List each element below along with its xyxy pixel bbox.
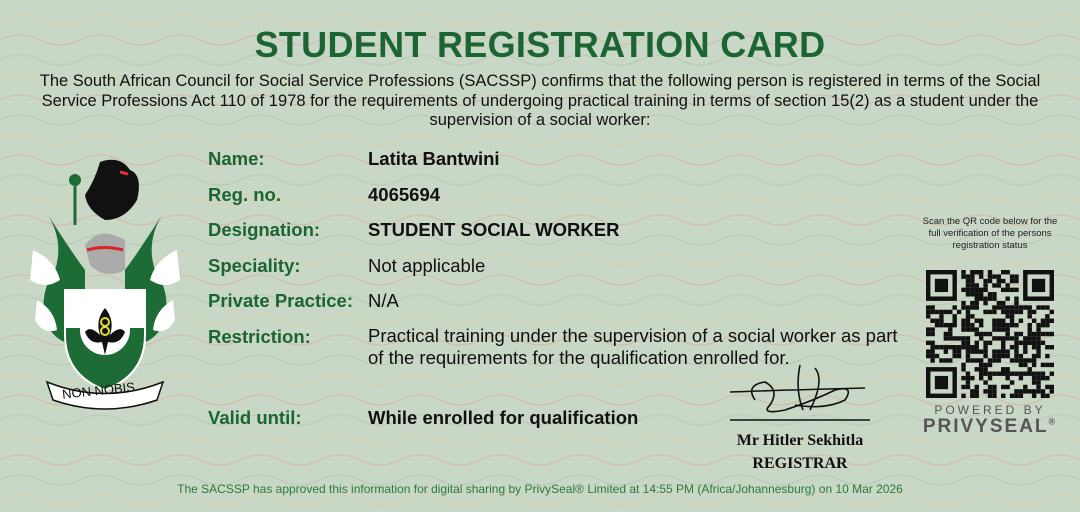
wave-line: [0, 495, 1080, 505]
privyseal-brand: PRIVYSEAL: [922, 416, 1049, 437]
intro-text: The South African Council for Social Service Professions (SACSSP) confirms that the following person is registered in terms of the Social Service Professions Act 110 of 1978 for the requirements of undergoing practical training in terms of section 15(2) as a student under the supervision of a social worker:: [39, 72, 1041, 129]
field-value-restriction: Practical training under the supervision of a social worker as part of the requirements for the qualification enrolled for.: [368, 325, 898, 368]
field-value-reg-no: 4065694: [368, 184, 441, 205]
registered-mark: ®: [1048, 416, 1058, 427]
field-value-private-practice: N/A: [368, 290, 399, 311]
field-label-designation: Designation:: [208, 219, 321, 240]
footer-disclaimer: The SACSSP has approved this information for digital sharing by PrivySeal® Limited at 14:55 PM (Africa/Johannesburg) on 10 Mar 2026: [177, 482, 903, 496]
signatory-role: REGISTRAR: [752, 455, 848, 472]
signatory-name: Mr Hitler Sekhitla: [736, 432, 864, 449]
field-value-speciality: Not applicable: [368, 255, 486, 276]
qr-instruction: Scan the QR code below for the full verification of the persons registration status: [922, 216, 1058, 251]
field-label-private-practice: Private Practice:: [208, 290, 354, 311]
field-value-valid-until: While enrolled for qualification: [368, 407, 639, 428]
privyseal-logo: [918, 416, 1062, 438]
field-label-reg-no: Reg. no.: [208, 184, 281, 205]
field-label-name: Name:: [208, 148, 265, 169]
field-label-valid-until: Valid until:: [208, 407, 302, 428]
registrar-signature: [725, 360, 875, 425]
coat-of-arms-crest: [25, 150, 185, 410]
powered-by-label: POWERED BY: [934, 403, 1046, 417]
field-value-name: Latita Bantwini: [368, 148, 500, 169]
crest-motto: NON NOBIS: [61, 379, 136, 402]
wave-line: [0, 455, 1080, 465]
field-label-restriction: Restriction:: [208, 326, 311, 347]
card-title: STUDENT REGISTRATION CARD: [254, 24, 826, 65]
field-value-designation: STUDENT SOCIAL WORKER: [368, 219, 620, 240]
qr-code[interactable]: [926, 270, 1054, 398]
wave-line: [0, 135, 1080, 145]
field-label-speciality: Speciality:: [208, 255, 301, 276]
